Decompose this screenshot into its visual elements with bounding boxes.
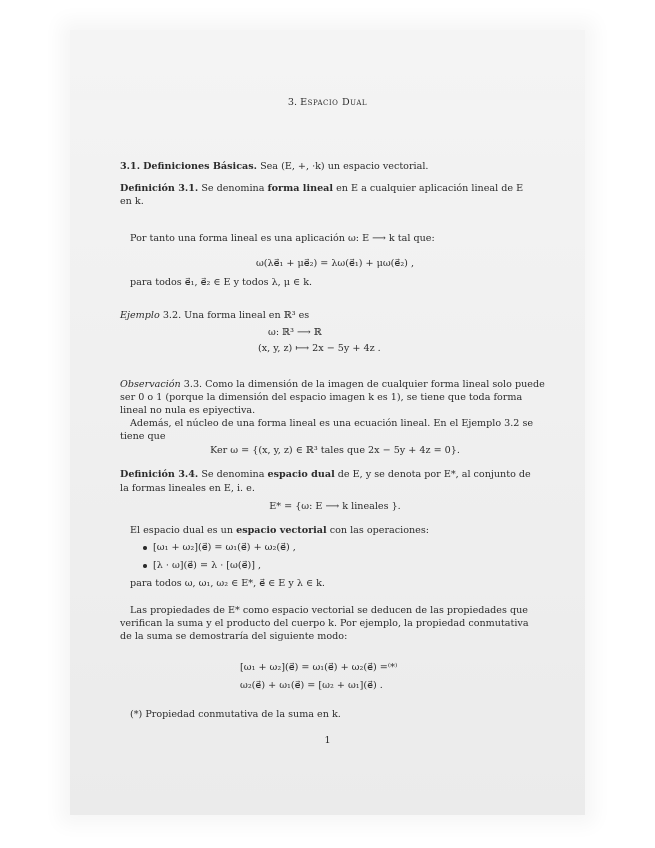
section-number: 3.1. xyxy=(120,161,141,172)
footnote: (*) Propiedad conmutativa de la suma en k. xyxy=(130,709,341,720)
definition-term: forma lineal xyxy=(267,183,334,194)
formula-kernel: Ker ω = {(x, y, z) ∈ ℝ³ tales que 2x − 5y + 4z = 0}. xyxy=(210,445,460,456)
example-label: Ejemplo xyxy=(120,310,160,321)
observation-line: ser 0 o 1 (porque la dimensión del espacio imagen k es 1), se tiene que toda forma xyxy=(120,392,523,403)
formula-commutative-2: ω₂(e⃗) + ω₁(e⃗) = [ω₂ + ω₁](e⃗) . xyxy=(240,680,383,691)
observation-line: lineal no nula es epiyectiva. xyxy=(120,405,256,416)
operation-formula: [λ · ω](e⃗) = λ · [ω(e⃗)] , xyxy=(153,560,262,571)
observation-line: tiene que xyxy=(120,431,166,442)
definition-text: en E a cualquier aplicación lineal de E xyxy=(336,183,524,194)
definition-label: Definición 3.1. xyxy=(120,183,199,194)
definition-text: Se denomina xyxy=(201,469,265,480)
operation-scalar xyxy=(143,559,261,572)
section-text: Sea (E, +, ·k) un espacio vectorial. xyxy=(260,161,429,172)
formula-map-1: ω: ℝ³ ⟶ ℝ xyxy=(268,327,322,338)
bullet-icon xyxy=(143,564,147,568)
section-title: Definiciones Básicas. xyxy=(143,161,257,172)
properties-line: verifican la suma y el producto del cuerpo k. Por ejemplo, la propiedad conmutativa xyxy=(120,618,529,629)
chapter-title: Espacio Dual xyxy=(300,97,368,108)
dual-text: El espacio dual es un xyxy=(130,525,234,536)
example-text: 3.2. Una forma lineal en ℝ³ es xyxy=(162,310,310,321)
dual-space-intro xyxy=(130,524,429,537)
paragraph-text: Por tanto una forma lineal es una aplicación ω: E ⟶ k tal que: xyxy=(130,233,435,244)
definition-3-4-line2: la formas lineales en E, i. e. xyxy=(120,483,255,494)
definition-3-4 xyxy=(120,468,531,481)
observation-label: Observación xyxy=(120,379,181,390)
definition-term: espacio dual xyxy=(267,469,335,480)
observation-line: Además, el núcleo de una forma lineal es una ecuación lineal. En el Ejemplo 3.2 se xyxy=(130,418,534,429)
observation-3-3 xyxy=(120,378,545,391)
observation-text: 3.3. Como la dimensión de la imagen de cualquier forma lineal solo puede xyxy=(183,379,545,390)
definition-text: Se denomina xyxy=(201,183,265,194)
properties-line: Las propiedades de E* como espacio vectorial se deducen de las propiedades que xyxy=(130,605,528,616)
formula-map-2: (x, y, z) ⟼ 2x − 5y + 4z . xyxy=(258,343,381,354)
chapter-number: 3. xyxy=(287,97,298,108)
formula-linearity: ω(λe⃗₁ + μe⃗₂) = λω(e⃗₁) + μω(e⃗₂) , xyxy=(255,258,415,269)
formula-commutative-1: [ω₁ + ω₂](e⃗) = ω₁(e⃗) + ω₂(e⃗) =⁽*⁾ xyxy=(240,662,398,673)
definition-text: de E, y se denota por E*, al conjunto de xyxy=(337,469,531,480)
paragraph-text: para todos e⃗₁, e⃗₂ ∈ E y todos λ, μ ∈ k. xyxy=(130,277,313,288)
definition-label: Definición 3.4. xyxy=(120,469,199,480)
operation-sum xyxy=(143,541,296,554)
paragraph-text: para todos ω, ω₁, ω₂ ∈ E*, e⃗ ∈ E y λ ∈ k. xyxy=(130,578,325,589)
definition-3-1 xyxy=(120,182,523,195)
operation-formula: [ω₁ + ω₂](e⃗) = ω₁(e⃗) + ω₂(e⃗) , xyxy=(153,542,296,553)
properties-line: de la suma se demostraría del siguiente modo: xyxy=(120,631,348,642)
bullet-icon xyxy=(143,546,147,550)
example-3-2 xyxy=(120,309,309,322)
chapter-header xyxy=(70,96,585,109)
dual-text: con las operaciones: xyxy=(329,525,430,536)
definition-3-1-line2: en k. xyxy=(120,196,144,207)
section-heading xyxy=(120,160,428,173)
formula-dual-space: E* = {ω: E ⟶ k lineales }. xyxy=(269,501,401,512)
page-number: 1 xyxy=(324,735,331,746)
dual-term: espacio vectorial xyxy=(236,525,327,536)
